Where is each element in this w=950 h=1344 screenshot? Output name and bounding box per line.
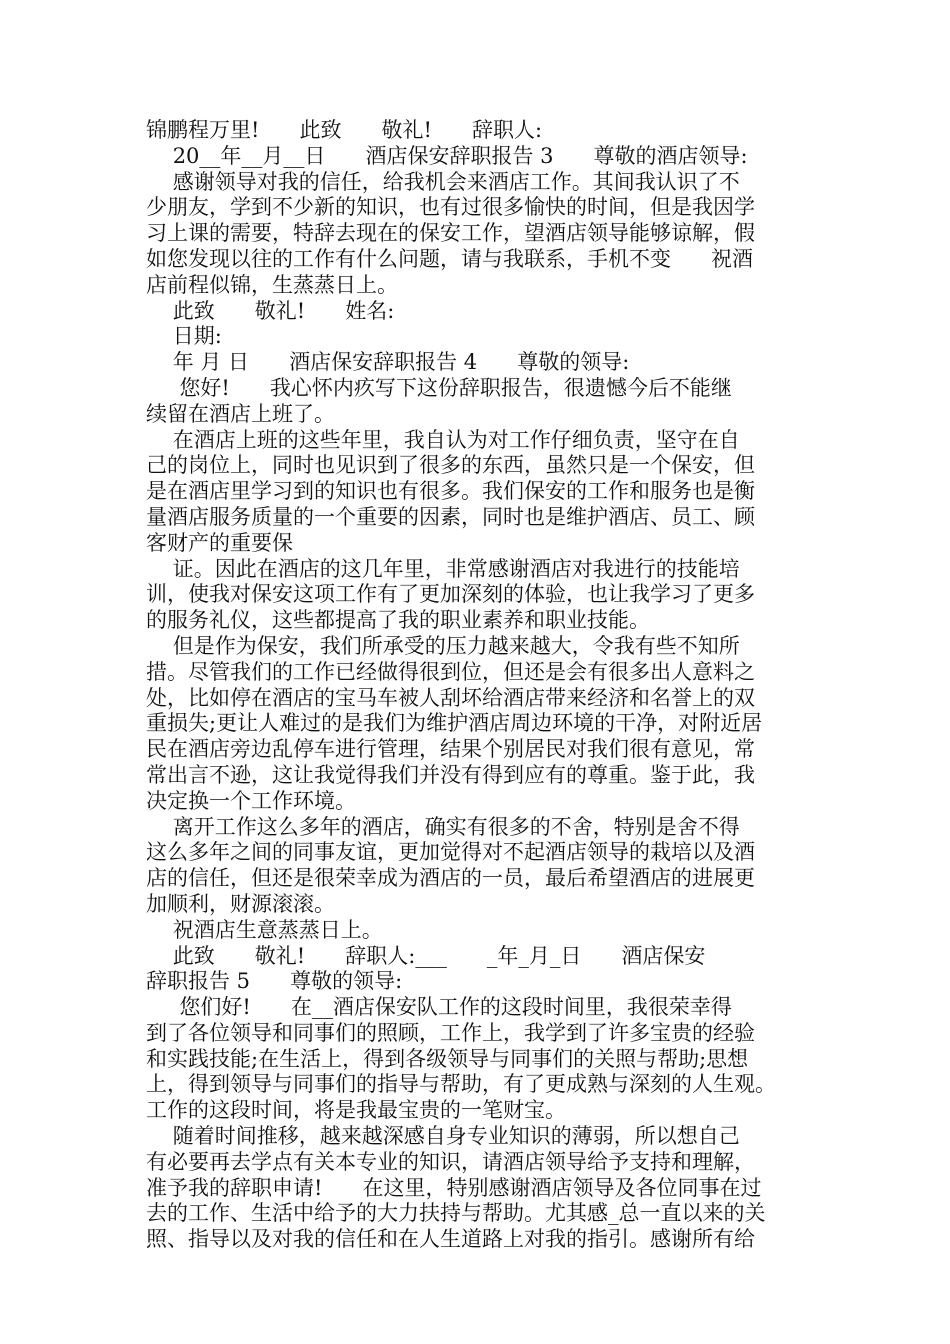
text-line: 年 月 日 酒店保安辞职报告 4 尊敬的领导:	[146, 350, 630, 375]
text-line: 有必要再去学点有关本专业的知识，请酒店领导给予支持和理解，	[146, 1149, 755, 1174]
text-line: 您好! 我心怀内疚写下这份辞职报告，很遗憾今后不能继	[146, 375, 732, 400]
text-line: 决定换一个工作环境。	[146, 788, 356, 813]
text-line: 日期:	[146, 324, 222, 349]
text-line: 己的岗位上，同时也见识到了很多的东西，虽然只是一个保安，但	[146, 453, 755, 478]
text-line: 重损失;更让人难过的是我们为维护酒店周边环境的干净，对附近居	[146, 711, 763, 736]
text-line: 常出言不逊，这让我觉得我们并没有得到应有的尊重。鉴于此，我	[146, 762, 755, 787]
text-line: 量酒店服务质量的一个重要的因素，同时也是维护酒店、员工、顾	[146, 504, 755, 529]
text-line: 如您发现以往的工作有什么问题，请与我联系，手机不变 祝酒	[146, 246, 754, 271]
text-line: 是在酒店里学习到的知识也有很多。我们保安的工作和服务也是衡	[146, 479, 755, 504]
text-line: 在酒店上班的这些年里，我自认为对工作仔细负责，坚守在自	[146, 427, 740, 452]
text-line: 客财产的重要保	[146, 530, 293, 555]
text-line: 去的工作、生活中给予的大力扶持与帮助。尤其感_总一直以来的关	[146, 1201, 766, 1226]
document-page	[146, 118, 836, 1253]
text-line: 加顺利，财源滚滚。	[146, 891, 335, 916]
text-line: 民在酒店旁边乱停车进行管理，结果个别居民对我们很有意见，常	[146, 737, 755, 762]
text-line: 续留在酒店上班了。	[146, 401, 335, 426]
text-line: 工作的这段时间，将是我最宝贵的一笔财宝。	[146, 1098, 566, 1123]
text-line: 此致 敬礼! 姓名:	[146, 298, 395, 323]
text-line: 离开工作这么多年的酒店，确实有很多的不舍，特别是舍不得	[146, 814, 740, 839]
text-line: 照、指导以及对我的信任和在人生道路上对我的指引。感谢所有给	[146, 1227, 755, 1252]
text-line: 的服务礼仪，这些都提高了我的职业素养和职业技能。	[146, 608, 650, 633]
text-line: 这么多年之间的同事友谊，更加觉得对不起酒店领导的栽培以及酒	[146, 840, 755, 865]
text-line: 但是作为保安，我们所承受的压力越来越大，令我有些不知所	[146, 633, 740, 658]
text-line: 您们好! 在__酒店保安队工作的这段时间里，我很荣幸得	[146, 995, 732, 1020]
text-line: 此致 敬礼! 辞职人:___ _年_月_日 酒店保安	[146, 943, 706, 968]
text-line: 和实践技能;在生活上，得到各级领导与同事们的关照与帮助;思想	[146, 1046, 749, 1071]
text-line: 少朋友，学到不少新的知识，也有过很多愉快的时间，但是我因学	[146, 195, 755, 220]
text-line: 习上课的需要，特辞去现在的保安工作，望酒店领导能够谅解，假	[146, 221, 755, 246]
text-line: 证。因此在酒店的这几年里，非常感谢酒店对我进行的技能培	[146, 556, 740, 581]
text-line: 到了各位领导和同事们的照顾，工作上，我学到了许多宝贵的经验	[146, 1020, 755, 1045]
text-line: 措。尽管我们的工作已经做得很到位，但还是会有很多出人意料之	[146, 659, 755, 684]
text-line: 祝酒店生意蒸蒸日上。	[146, 917, 383, 942]
text-line: 店的信任，但还是很荣幸成为酒店的一员，最后希望酒店的进展更	[146, 866, 755, 891]
text-line: 感谢领导对我的信任，给我机会来酒店工作。其间我认识了不	[146, 169, 740, 194]
text-line: 准予我的辞职申请! 在这里，特别感谢酒店领导及各位同事在过	[146, 1175, 762, 1200]
text-line: 训，使我对保安这项工作有了更加深刻的体验，也让我学习了更多	[146, 582, 755, 607]
text-line: 辞职报告 5 尊敬的领导:	[146, 969, 403, 994]
text-line: 随着时间推移，越来越深感自身专业知识的薄弱，所以想自己	[146, 1124, 740, 1149]
text-line: 锦鹏程万里! 此致 敬礼! 辞职人:	[146, 118, 543, 142]
text-line: 20__年__月__日 酒店保安辞职报告 3 尊敬的酒店领导:	[146, 143, 748, 168]
text-line: 店前程似锦，生蒸蒸日上。	[146, 272, 398, 297]
text-line: 上，得到领导与同事们的指导与帮助，有了更成熟与深刻的人生观。	[146, 1072, 776, 1097]
text-line: 处，比如停在酒店的宝马车被人刮坏给酒店带来经济和名誉上的双	[146, 685, 755, 710]
